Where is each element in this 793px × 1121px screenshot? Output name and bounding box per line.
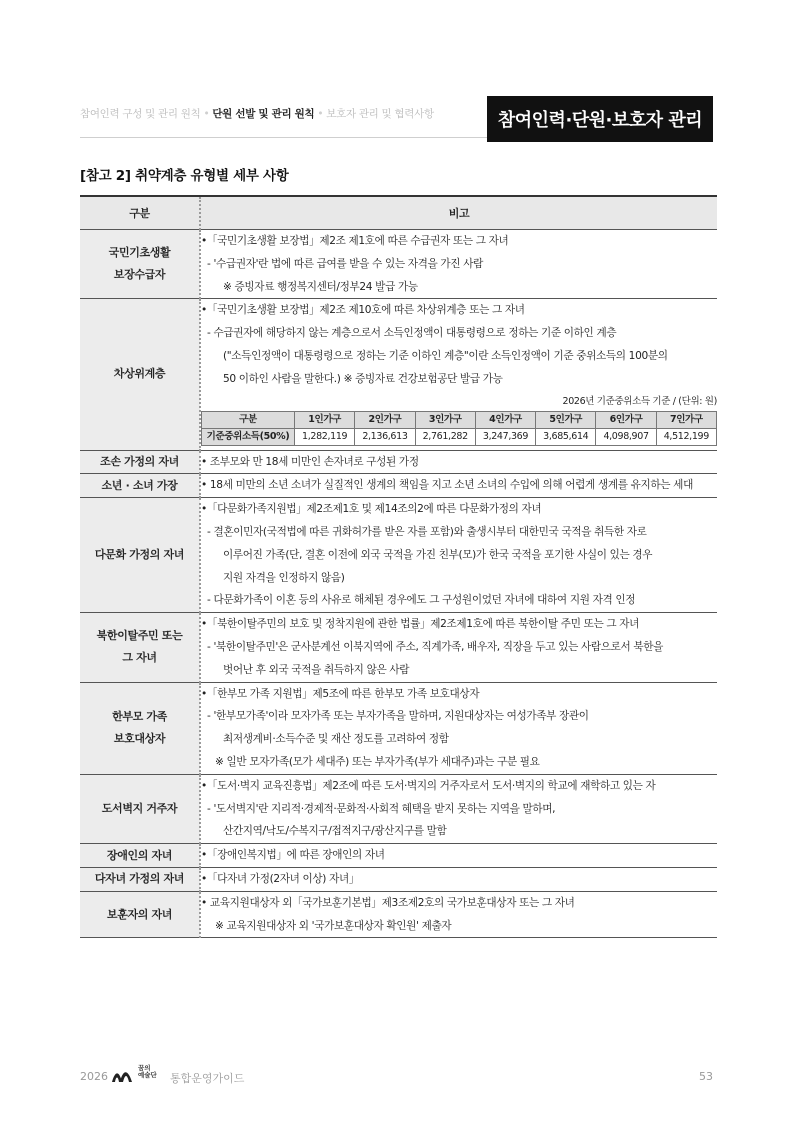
description-line: - '수급권자'란 법에 따른 급여를 받을 수 있는 자격을 가진 사람 [207, 257, 483, 270]
section-title: 참여인력·단원·보호자 관리 [487, 96, 713, 142]
table-row [80, 474, 717, 498]
income-value-row [202, 428, 717, 445]
category-label: 보훈자의 자녀 [106, 907, 173, 921]
column-header-category: 구분 [80, 196, 200, 230]
row-description [200, 230, 717, 299]
income-value-cell: 4,098,907 [596, 428, 656, 445]
row-category [80, 450, 200, 474]
row-category [80, 867, 200, 891]
description-line: ※ 일반 모자가족(모가 세대주) 또는 부자가족(부가 세대주)과는 구분 필요 [215, 755, 540, 768]
income-value-cell: 4,512,199 [656, 428, 716, 445]
description-line: 최저생계비·소득수준 및 재산 정도를 고려하여 정함 [223, 733, 449, 746]
description-line: ※ 교육지원대상자 외 '국가보훈대상자 확인원' 제출자 [215, 919, 452, 932]
description-line: •「국민기초생활 보장법」제2조 제10호에 따른 차상위계층 또는 그 자녀 [201, 304, 525, 317]
category-label: 조손 가정의 자녀 [100, 454, 179, 468]
row-description [200, 844, 717, 868]
row-description [200, 498, 717, 613]
description-line: • 조부모와 만 18세 미만인 손자녀로 구성된 가정 [201, 455, 419, 468]
income-header-cell: 5인가구 [536, 411, 596, 428]
row-category [80, 474, 200, 498]
row-description [200, 299, 717, 450]
category-label: 다자녀 가정의 자녀 [94, 872, 185, 886]
description-line: 지원 자격을 인정하지 않음) [223, 571, 345, 584]
income-value-cell: 3,685,614 [536, 428, 596, 445]
page-header [80, 96, 713, 142]
description-line: 벗어난 후 외국 국적을 취득하지 않은 사람 [223, 663, 410, 676]
row-description [200, 774, 717, 843]
income-header-cell: 7인가구 [656, 411, 716, 428]
income-header-cell: 1인가구 [295, 411, 355, 428]
category-label: 장애인의 자녀 [106, 848, 173, 862]
description-line: • 교육지원대상자 외「국가보훈기본법」제3조제2호의 국가보훈대상자 또는 그 자녀 [201, 896, 575, 909]
table-row [80, 450, 717, 474]
description-line: •「국민기초생활 보장법」제2조 제1호에 따른 수급권자 또는 그 자녀 [201, 235, 509, 247]
vulnerable-group-table [80, 195, 717, 938]
breadcrumb [80, 106, 434, 121]
row-category [80, 891, 200, 938]
page-number: 53 [699, 1070, 713, 1083]
description-line: - '북한이탈주민'은 군사분계선 이북지역에 주소, 직계가족, 배우자, 직장을 두고 있는 사람으로서 북한을 [207, 640, 664, 653]
row-description [200, 682, 717, 774]
description-line: - 수급권자에 해당하지 않는 계층으로서 소득인정액이 대통령령으로 정하는 기준 이하인 계층 [207, 327, 617, 340]
description-line: •「북한이탈주민의 보호 및 정착지원에 관한 법률」제2조제1호에 따른 북한이탈 주민 또는 그 자녀 [201, 618, 640, 631]
description-line: 이루어진 가족(단, 결혼 이전에 외국 국적을 가진 친부(모)가 한국 국적을 포기한 사실이 있는 경우 [223, 548, 653, 561]
description-line: •「장애인복지법」에 따른 장애인의 자녀 [201, 849, 385, 862]
table-row [80, 498, 717, 613]
page-footer [80, 1064, 713, 1086]
reference-title: [참고 2] 취약계층 유형별 세부 사항 [80, 168, 289, 184]
table-header-row [80, 196, 717, 230]
table-row [80, 299, 717, 450]
row-category [80, 299, 200, 450]
income-header-row [202, 411, 717, 428]
breadcrumb-item[interactable]: 참여인력 구성 및 관리 원칙 [80, 108, 201, 120]
income-table-note: 2026년 기준중위소득 기준 / (단위: 원) [562, 395, 717, 407]
column-header-remarks: 비고 [200, 196, 717, 230]
category-label: 보호대상자 [113, 732, 166, 746]
header-divider [80, 137, 487, 138]
description-line: - '한부모가족'이라 모자가족 또는 부자가족을 말하며, 지원대상자는 여성가족부 장관이 [207, 710, 589, 723]
income-header-cell: 4인가구 [475, 411, 535, 428]
dot-separator: • [317, 108, 324, 120]
brand-line: 예술단 [138, 1071, 157, 1079]
category-label: 그 자녀 [122, 651, 157, 665]
income-header-label: 구분 [202, 411, 295, 428]
median-income-table [201, 411, 717, 446]
table-row [80, 682, 717, 774]
breadcrumb-item-current[interactable]: 단원 선발 및 관리 원칙 [212, 108, 315, 120]
row-category [80, 682, 200, 774]
breadcrumb-item[interactable]: 보호자 관리 및 협력사항 [326, 108, 434, 120]
description-line: •「다문화가족지원법」제2조제1호 및 제14조의2에 따른 다문화가정의 자녀 [201, 503, 542, 516]
income-header-cell: 2인가구 [355, 411, 415, 428]
income-row-label: 기준중위소득(50%) [202, 428, 295, 445]
description-line: 50 이하인 사람을 말한다.) ※ 증빙자료 건강보험공단 발급 가능 [223, 372, 503, 385]
description-line: - '도서벽지'란 지리적·경제적·문화적·사회적 혜택을 받지 못하는 지역을 말하며, [207, 802, 556, 815]
row-category [80, 774, 200, 843]
row-category [80, 613, 200, 682]
row-category [80, 230, 200, 299]
description-line: 산간지역/낙도/수복지구/접적지구/광산지구를 말함 [223, 825, 447, 838]
description-line: - 결혼이민자(국적법에 따른 귀화허가를 받은 자를 포함)와 출생시부터 대한민국 국적을 취득한 자로 [207, 525, 647, 538]
row-category [80, 844, 200, 868]
category-label: 도서벽지 거주자 [101, 801, 178, 815]
table-row [80, 891, 717, 938]
income-value-cell: 1,282,119 [295, 428, 355, 445]
description-line: ("소득인정액이 대통령령으로 정하는 기준 이하인 계층"이란 소득인정액이 기준 중위소득의 100분의 [223, 349, 668, 362]
row-description [200, 450, 717, 474]
category-label: 보장수급자 [113, 268, 166, 282]
footer-guide-title: 통합운영가이드 [170, 1072, 245, 1085]
table-row [80, 230, 717, 299]
description-line: •「다자녀 가정(2자녀 이상) 자녀」 [201, 872, 360, 885]
row-description [200, 867, 717, 891]
income-value-cell: 3,247,369 [475, 428, 535, 445]
category-label: 차상위계층 [113, 367, 166, 381]
row-category [80, 498, 200, 613]
dot-separator: • [203, 108, 210, 120]
category-label: 다문화 가정의 자녀 [94, 548, 185, 562]
category-label: 소년 · 소녀 가장 [101, 478, 178, 492]
row-description [200, 474, 717, 498]
table-row [80, 844, 717, 868]
income-header-cell: 6인가구 [596, 411, 656, 428]
income-value-cell: 2,136,613 [355, 428, 415, 445]
description-line: ※ 증빙자료 행정복지센터/정부24 발급 가능 [223, 280, 418, 293]
table-row [80, 867, 717, 891]
table-row [80, 774, 717, 843]
income-value-cell: 2,761,282 [415, 428, 475, 445]
brand-logo-icon [110, 1066, 136, 1086]
description-line: - 다문화가족이 이혼 등의 사유로 해체된 경우에도 그 구성원이었던 자녀에 대하여 지원 자격 인정 [207, 594, 636, 607]
description-line: •「한부모 가족 지원법」제5조에 따른 한부모 가족 보호대상자 [201, 687, 480, 700]
category-label: 한부모 가족 [112, 710, 167, 724]
table-row [80, 613, 717, 682]
category-label: 북한이탈주민 또는 [96, 629, 183, 643]
brand-line: 꿈의 [138, 1064, 151, 1072]
category-label: 국민기초생활 [108, 246, 171, 260]
description-line: •「도서·벽지 교육진흥법」제2조에 따른 도서·벽지의 거주자로서 도서·벽지의 학교에 재학하고 있는 자 [201, 779, 656, 792]
row-description [200, 891, 717, 938]
footer-year: 2026 [80, 1070, 108, 1083]
brand-name [138, 1065, 157, 1079]
description-line: • 18세 미만의 소년 소녀가 실질적인 생계의 책임을 지고 소년 소녀의 수입에 의해 어렵게 생계를 유지하는 세대 [201, 479, 693, 492]
row-description [200, 613, 717, 682]
income-header-cell: 3인가구 [415, 411, 475, 428]
